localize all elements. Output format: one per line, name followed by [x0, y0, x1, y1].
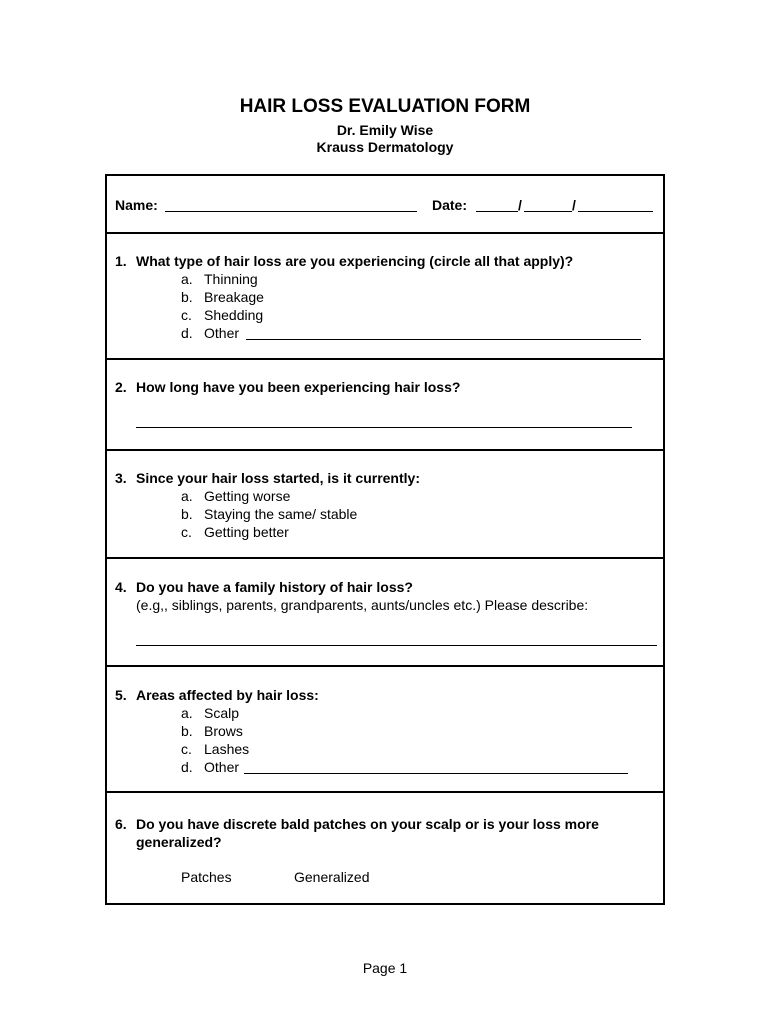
page-number: Page 1 [362, 960, 408, 976]
option-thinning[interactable]: Thinning [204, 271, 258, 287]
option-letter: a. [181, 488, 193, 504]
option-breakage[interactable]: Breakage [204, 289, 264, 305]
option-letter: c. [181, 741, 192, 757]
option-letter: c. [181, 307, 192, 323]
other-area-field[interactable] [244, 773, 628, 774]
question-6-section [107, 793, 663, 901]
question-3-section [107, 451, 663, 557]
clinic-name: Krauss Dermatology [316, 139, 454, 155]
question-1-number: 1. [115, 253, 127, 269]
question-5-number: 5. [115, 687, 127, 703]
date-separator: / [518, 197, 522, 213]
date-month-field[interactable] [476, 211, 518, 212]
evaluation-form [105, 174, 665, 905]
option-shedding[interactable]: Shedding [204, 307, 264, 323]
doctor-name: Dr. Emily Wise [336, 122, 434, 138]
form-title: HAIR LOSS EVALUATION FORM [239, 96, 531, 117]
date-year-field[interactable] [578, 211, 653, 212]
date-day-field[interactable] [524, 211, 572, 212]
date-separator: / [572, 197, 576, 213]
name-date-section [107, 176, 663, 232]
question-6-text-line2: generalized? [136, 834, 222, 850]
question-6-text: Do you have discrete bald patches on your scalp or is your loss more [136, 816, 599, 832]
option-letter: a. [181, 705, 193, 721]
option-scalp[interactable]: Scalp [204, 705, 240, 721]
choice-patches[interactable]: Patches [181, 869, 232, 885]
option-letter: a. [181, 271, 193, 287]
option-letter: b. [181, 723, 193, 739]
question-4-number: 4. [115, 579, 127, 595]
question-2-section [107, 360, 663, 449]
question-3-number: 3. [115, 470, 127, 486]
question-1-text: What type of hair loss are you experiencing (circle all that apply)? [136, 253, 574, 269]
question-3-text: Since your hair loss started, is it currently: [136, 470, 420, 486]
question-1-section [107, 234, 663, 358]
option-getting-worse[interactable]: Getting worse [204, 488, 291, 504]
option-letter: d. [181, 759, 193, 775]
duration-answer-field[interactable] [136, 427, 632, 428]
option-other[interactable]: Other [204, 325, 240, 341]
option-other[interactable]: Other [204, 759, 240, 775]
option-getting-better[interactable]: Getting better [204, 524, 289, 540]
option-letter: c. [181, 524, 192, 540]
question-4-text: Do you have a family history of hair loss? [136, 579, 413, 595]
date-label: Date: [432, 197, 468, 213]
option-letter: b. [181, 506, 193, 522]
question-5-text: Areas affected by hair loss: [136, 687, 319, 703]
question-2-text: How long have you been experiencing hair loss? [136, 379, 461, 395]
option-staying-same[interactable]: Staying the same/ stable [204, 506, 358, 522]
family-history-field[interactable] [136, 645, 657, 646]
name-field[interactable] [165, 211, 417, 212]
option-lashes[interactable]: Lashes [204, 741, 250, 757]
choice-generalized[interactable]: Generalized [294, 869, 370, 885]
question-6-number: 6. [115, 816, 127, 832]
option-letter: b. [181, 289, 193, 305]
question-5-section [107, 667, 663, 791]
name-label: Name: [115, 197, 158, 213]
question-4-subtext: (e.g,, siblings, parents, grandparents, aunts/uncles etc.) Please describe: [136, 597, 589, 613]
question-2-number: 2. [115, 379, 127, 395]
other-hair-loss-field[interactable] [246, 339, 641, 340]
question-4-section [107, 559, 663, 665]
option-brows[interactable]: Brows [204, 723, 243, 739]
option-letter: d. [181, 325, 193, 341]
